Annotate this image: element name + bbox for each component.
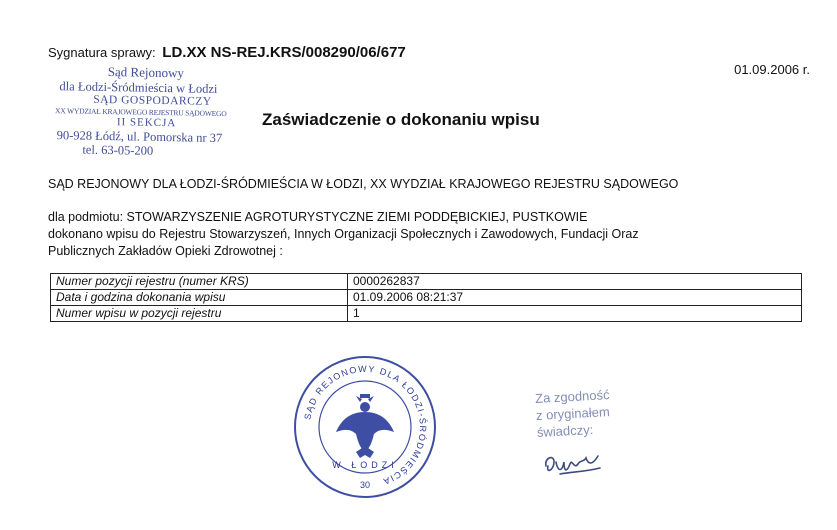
document-date: 01.09.2006 r. [734,62,810,77]
subject-block [48,209,768,260]
registry-table [50,273,802,322]
certification-line: z oryginałem [535,404,611,423]
stamp-line: Sąd Rejonowy [107,64,185,81]
case-signature [48,44,406,61]
seal-bottom-text: W ŁODZI [332,460,398,470]
stamp-line: XX WYDZIAŁ KRAJOWEGO REJESTRU SĄDOWEGO [55,105,227,118]
stamp-line: dla Łodzi-Śródmieścia w Łodzi [59,79,218,96]
table-cell-label: Data i godzina dokonania wpisu [51,290,348,306]
seal-number: 30 [359,480,371,490]
stamp-line: 90-928 Łódź, ul. Pomorska nr 37 [56,127,223,145]
table-row [51,274,802,290]
certification-line: Za zgodność [534,387,610,406]
table-row [51,290,802,306]
table-cell-value: 1 [348,306,802,322]
case-signature-number: LD.XX NS-REJ.KRS/008290/06/677 [162,44,406,61]
subject-line: Publicznych Zakładów Opieki Zdrowotnej : [48,244,283,258]
stamp-line: II SEKCJA [116,116,177,130]
court-rectangular-stamp [54,64,271,168]
certification-stamp [535,386,612,441]
seal-ring-text: SĄD REJONOWY DLA ŁODZI-ŚRÓDMIEŚCIA [302,363,429,488]
document-title: Zaświadczenie o dokonaniu wpisu [262,110,540,129]
stamp-line: SĄD GOSPODARCZY [93,94,212,109]
table-cell-label: Numer wpisu w pozycji rejestru [51,306,348,322]
table-cell-value: 01.09.2006 08:21:37 [348,290,802,306]
court-name: SĄD REJONOWY DLA ŁODZI-ŚRÓDMIEŚCIA W ŁODZI, XX WYDZIAŁ KRAJOWEGO REJESTRU SĄDOWEGO [48,177,679,191]
handwritten-signature [540,444,620,480]
table-cell-value: 0000262837 [348,274,802,290]
subject-line: dla podmiotu: STOWARZYSZENIE AGROTURYSTYCZNE ZIEMI PODDĘBICKIEJ, PUSTKOWIE [48,210,588,224]
eagle-icon [336,394,394,458]
stamp-line: tel. 63-05-200 [82,142,154,159]
table-row [51,306,802,322]
subject-line: dokonano wpisu do Rejestru Stowarzyszeń, Innych Organizacji Społecznych i Zawodowych, Fundacji Oraz [48,227,639,241]
round-court-seal [290,352,440,502]
table-cell-label: Numer pozycji rejestru (numer KRS) [51,274,348,290]
case-signature-label: Sygnatura sprawy: [48,45,156,60]
certification-line: świadczy: [536,421,594,440]
